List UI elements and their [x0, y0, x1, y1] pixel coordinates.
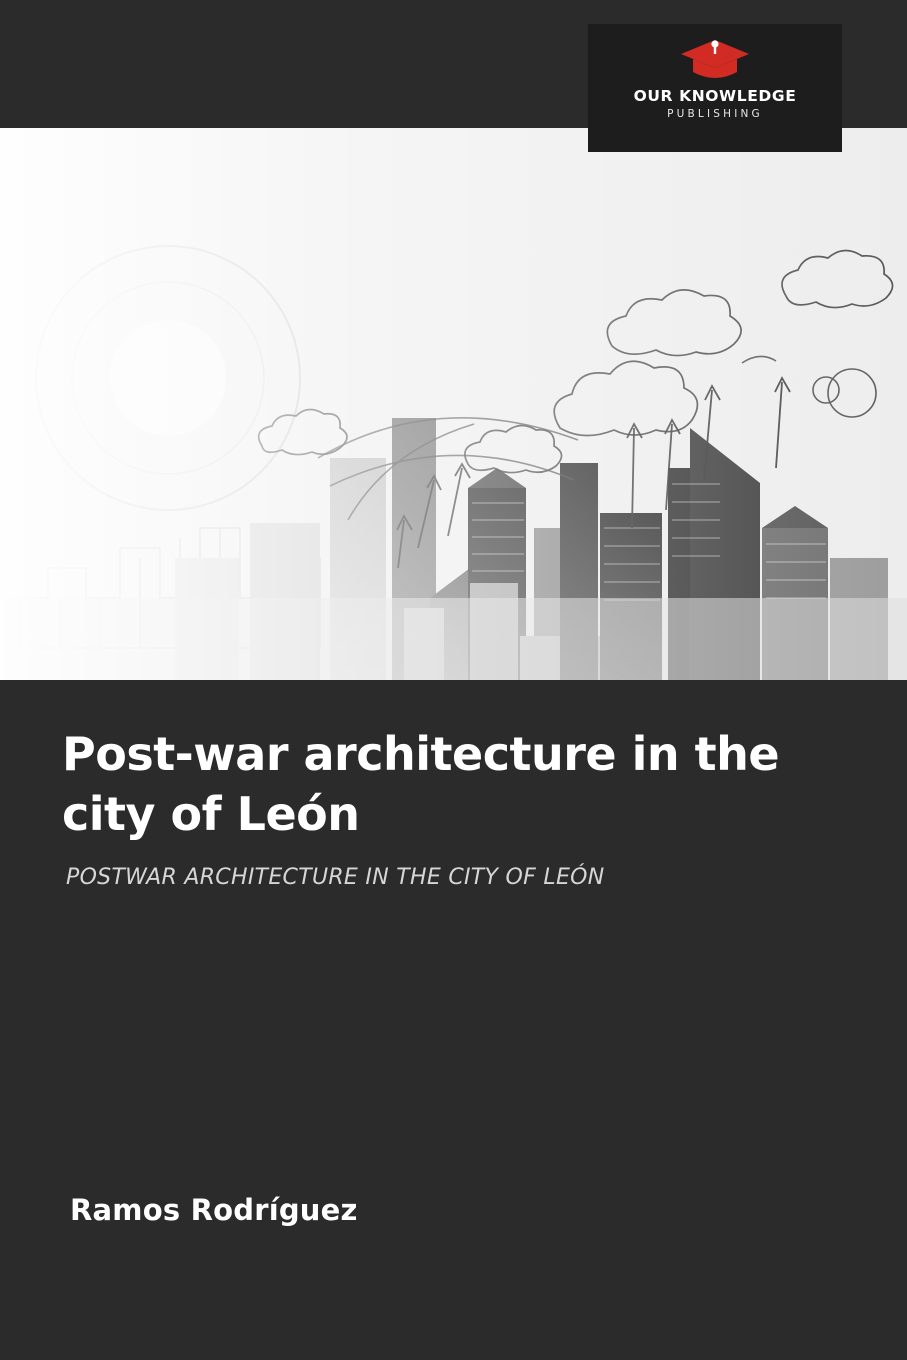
book-author: Ramos Rodríguez: [70, 1193, 358, 1227]
book-title: Post-war architecture in the city of León: [62, 727, 780, 841]
publisher-name: OUR KNOWLEDGE: [633, 87, 797, 105]
cover-illustration: [0, 128, 907, 680]
title-area: [0, 680, 907, 1240]
book-subtitle: POSTWAR ARCHITECTURE IN THE CITY OF LEÓN: [66, 865, 605, 890]
bottom-band: [0, 1248, 907, 1360]
graduation-cap-icon: [679, 38, 751, 84]
publisher-tagline: PUBLISHING: [667, 108, 763, 121]
publisher-logo: [588, 24, 842, 152]
